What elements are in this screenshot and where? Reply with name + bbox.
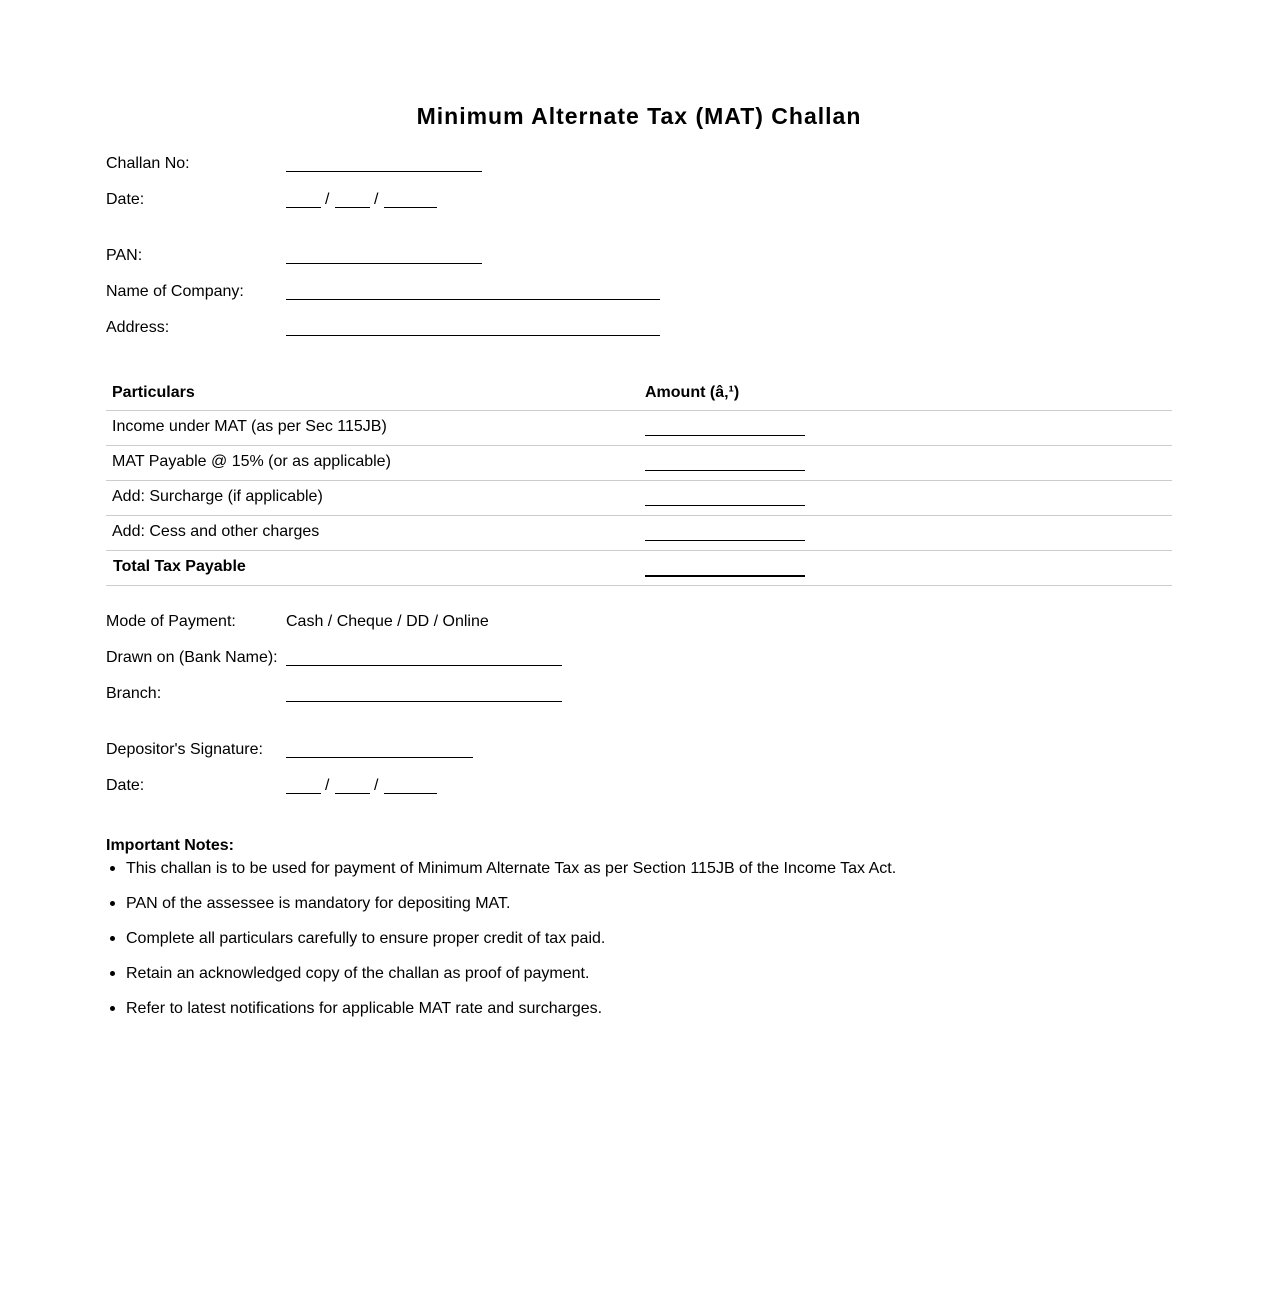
signature-date-label: Date: bbox=[106, 777, 145, 794]
particular-label: Add: Cess and other charges bbox=[112, 523, 320, 540]
list-item bbox=[106, 999, 896, 1034]
mode-value: Cash / Cheque / DD / Online bbox=[286, 613, 489, 630]
pan-field[interactable] bbox=[286, 263, 482, 264]
signature-label: Depositor's Signature: bbox=[106, 741, 263, 758]
date-day-field[interactable] bbox=[286, 207, 321, 208]
bullet-icon bbox=[110, 971, 115, 976]
particular-label: Income under MAT (as per Sec 115JB) bbox=[112, 418, 387, 435]
particulars-header: Particulars bbox=[112, 384, 195, 401]
list-item bbox=[106, 859, 896, 894]
total-amount-field[interactable] bbox=[645, 575, 805, 577]
particular-label: MAT Payable @ 15% (or as applicable) bbox=[112, 453, 391, 470]
table-row bbox=[106, 481, 1172, 516]
total-label: Total Tax Payable bbox=[113, 558, 246, 575]
list-item bbox=[106, 929, 896, 964]
notes-title: Important Notes: bbox=[106, 837, 234, 854]
bank-label: Drawn on (Bank Name): bbox=[106, 649, 278, 666]
total-row bbox=[106, 551, 1172, 586]
list-item bbox=[106, 964, 896, 999]
page-title: Minimum Alternate Tax (MAT) Challan bbox=[416, 103, 862, 129]
list-item bbox=[106, 894, 896, 929]
note-text: PAN of the assessee is mandatory for depositing MAT. bbox=[126, 895, 511, 912]
particular-label: Add: Surcharge (if applicable) bbox=[112, 488, 323, 505]
amount-header: Amount (â‚¹) bbox=[645, 384, 740, 401]
table-row bbox=[106, 446, 1172, 481]
address-field[interactable] bbox=[286, 335, 660, 336]
company-field[interactable] bbox=[286, 299, 660, 300]
date-label: Date: bbox=[106, 191, 145, 208]
note-text: This challan is to be used for payment of Minimum Alternate Tax as per Section 115JB of the Income Tax Act. bbox=[126, 860, 897, 877]
date-separator: / bbox=[325, 191, 330, 208]
signature-field[interactable] bbox=[286, 757, 473, 758]
signature-date-year-field[interactable] bbox=[384, 793, 437, 794]
date-year-field[interactable] bbox=[384, 207, 437, 208]
note-text: Refer to latest notifications for applicable MAT rate and surcharges. bbox=[126, 1000, 603, 1017]
date-separator: / bbox=[374, 191, 379, 208]
note-text: Retain an acknowledged copy of the challan as proof of payment. bbox=[126, 965, 590, 982]
mode-label: Mode of Payment: bbox=[106, 613, 236, 630]
table-header bbox=[106, 378, 1172, 411]
amount-field[interactable] bbox=[645, 505, 805, 506]
challan-no-label: Challan No: bbox=[106, 155, 190, 172]
bullet-icon bbox=[110, 866, 115, 871]
bullet-icon bbox=[110, 936, 115, 941]
branch-field[interactable] bbox=[286, 701, 562, 702]
branch-label: Branch: bbox=[106, 685, 162, 702]
company-label: Name of Company: bbox=[106, 283, 244, 300]
table-row bbox=[106, 516, 1172, 551]
date-separator: / bbox=[374, 777, 379, 794]
bullet-icon bbox=[110, 1006, 115, 1011]
date-separator: / bbox=[325, 777, 330, 794]
amount-field[interactable] bbox=[645, 470, 805, 471]
note-text: Complete all particulars carefully to ensure proper credit of tax paid. bbox=[126, 930, 606, 947]
challan-no-field[interactable] bbox=[286, 171, 482, 172]
notes-list bbox=[106, 859, 896, 1034]
signature-date-month-field[interactable] bbox=[335, 793, 370, 794]
bank-field[interactable] bbox=[286, 665, 562, 666]
particulars-table bbox=[106, 378, 1172, 586]
signature-date-day-field[interactable] bbox=[286, 793, 321, 794]
pan-label: PAN: bbox=[106, 247, 143, 264]
amount-field[interactable] bbox=[645, 435, 805, 436]
address-label: Address: bbox=[106, 319, 170, 336]
bullet-icon bbox=[110, 901, 115, 906]
amount-field[interactable] bbox=[645, 540, 805, 541]
table-row bbox=[106, 411, 1172, 446]
date-month-field[interactable] bbox=[335, 207, 370, 208]
